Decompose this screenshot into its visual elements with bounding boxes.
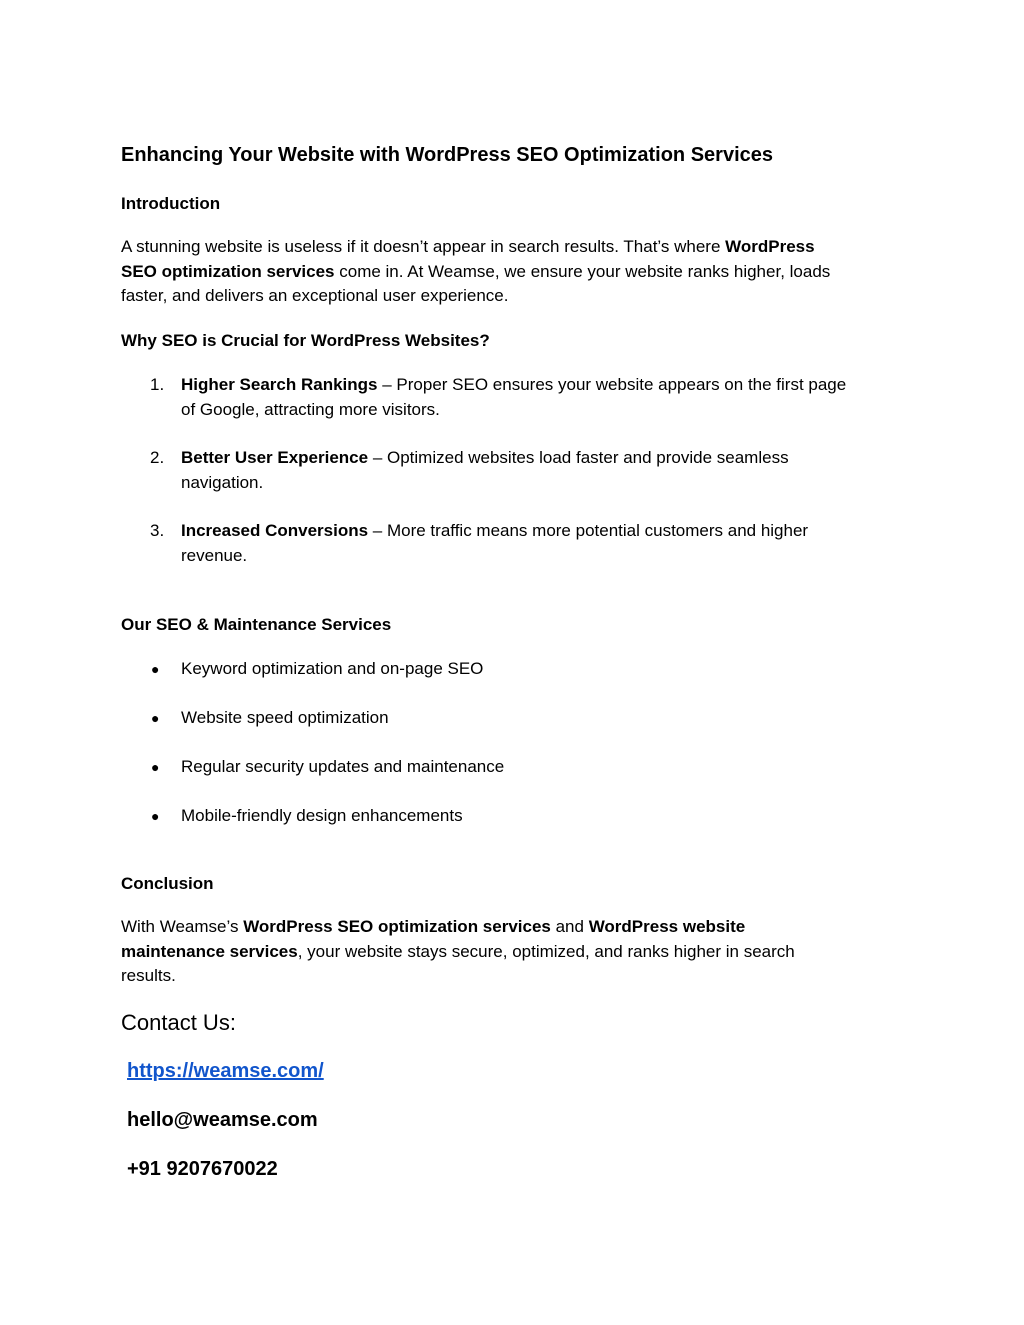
bullet-icon: ●	[151, 661, 160, 677]
list-item-line: of Google, attracting more visitors.	[181, 399, 440, 419]
conclusion-text: , your website stays secure, optimized, and ranks higher in search	[297, 941, 795, 961]
numbered-list-item	[181, 373, 846, 422]
intro-line-2	[121, 260, 830, 285]
list-item-line	[181, 519, 808, 544]
document-title: Enhancing Your Website with WordPress SEO Optimization Services	[121, 144, 774, 166]
contact-email: hello@weamse.com	[127, 1109, 318, 1131]
intro-text: A stunning website is useless if it doesn’t appear in search results. That’s where	[121, 237, 726, 256]
intro-line-1	[121, 235, 830, 260]
list-item-line	[181, 373, 846, 398]
contact-heading: Contact Us:	[121, 1010, 236, 1035]
bullet-icon: ●	[151, 710, 160, 726]
list-item-bold: Increased Conversions	[181, 521, 369, 540]
conclusion-heading: Conclusion	[121, 874, 214, 893]
intro-heading: Introduction	[121, 194, 221, 213]
list-item-line: revenue.	[181, 545, 248, 565]
list-item-bold: Better User Experience	[181, 448, 369, 467]
list-item-line	[181, 446, 789, 471]
website-link[interactable]: https://weamse.com/	[127, 1060, 324, 1082]
conclusion-text: With Weamse’s	[121, 917, 244, 936]
numbered-list-item	[181, 519, 808, 568]
bullet-list-item: Regular security updates and maintenance	[181, 757, 505, 776]
conclusion-line-3: results.	[121, 966, 176, 985]
intro-bold-text: SEO optimization services	[121, 261, 335, 281]
list-number: 3.	[150, 521, 165, 540]
conclusion-paragraph	[121, 915, 795, 989]
bullet-list-item: Website speed optimization	[181, 708, 389, 727]
numbered-list-item	[181, 446, 789, 495]
intro-text: come in. At Weamse, we ensure your website ranks higher, loads	[334, 261, 831, 281]
bullet-list-item: Mobile-friendly design enhancements	[181, 806, 463, 825]
conclusion-line-2	[121, 940, 795, 965]
list-item-bold: Higher Search Rankings	[181, 375, 378, 394]
intro-paragraph	[121, 235, 830, 309]
list-item-line: navigation.	[181, 472, 264, 492]
bullet-icon: ●	[151, 808, 160, 824]
list-item-text: – More traffic means more potential customers and higher	[368, 521, 809, 540]
contact-phone: +91 9207670022	[127, 1158, 278, 1180]
intro-bold-text: WordPress	[725, 237, 815, 256]
conclusion-bold-text: WordPress website	[588, 917, 746, 936]
bullet-list-item: Keyword optimization and on-page SEO	[181, 659, 484, 678]
list-number: 1.	[150, 375, 165, 394]
conclusion-bold-text: WordPress SEO optimization services	[243, 917, 551, 936]
services-heading: Our SEO & Maintenance Services	[121, 615, 392, 634]
why-heading: Why SEO is Crucial for WordPress Websites?	[121, 331, 490, 350]
conclusion-line-1	[121, 915, 795, 940]
conclusion-bold-text: maintenance services	[121, 941, 298, 961]
list-item-text: – Proper SEO ensures your website appears on the first page	[377, 375, 847, 394]
intro-line-3: faster, and delivers an exceptional user experience.	[121, 286, 509, 305]
conclusion-text: and	[550, 917, 589, 936]
list-number: 2.	[150, 448, 165, 467]
list-item-text: – Optimized websites load faster and provide seamless	[368, 448, 789, 467]
bullet-icon: ●	[151, 759, 160, 775]
